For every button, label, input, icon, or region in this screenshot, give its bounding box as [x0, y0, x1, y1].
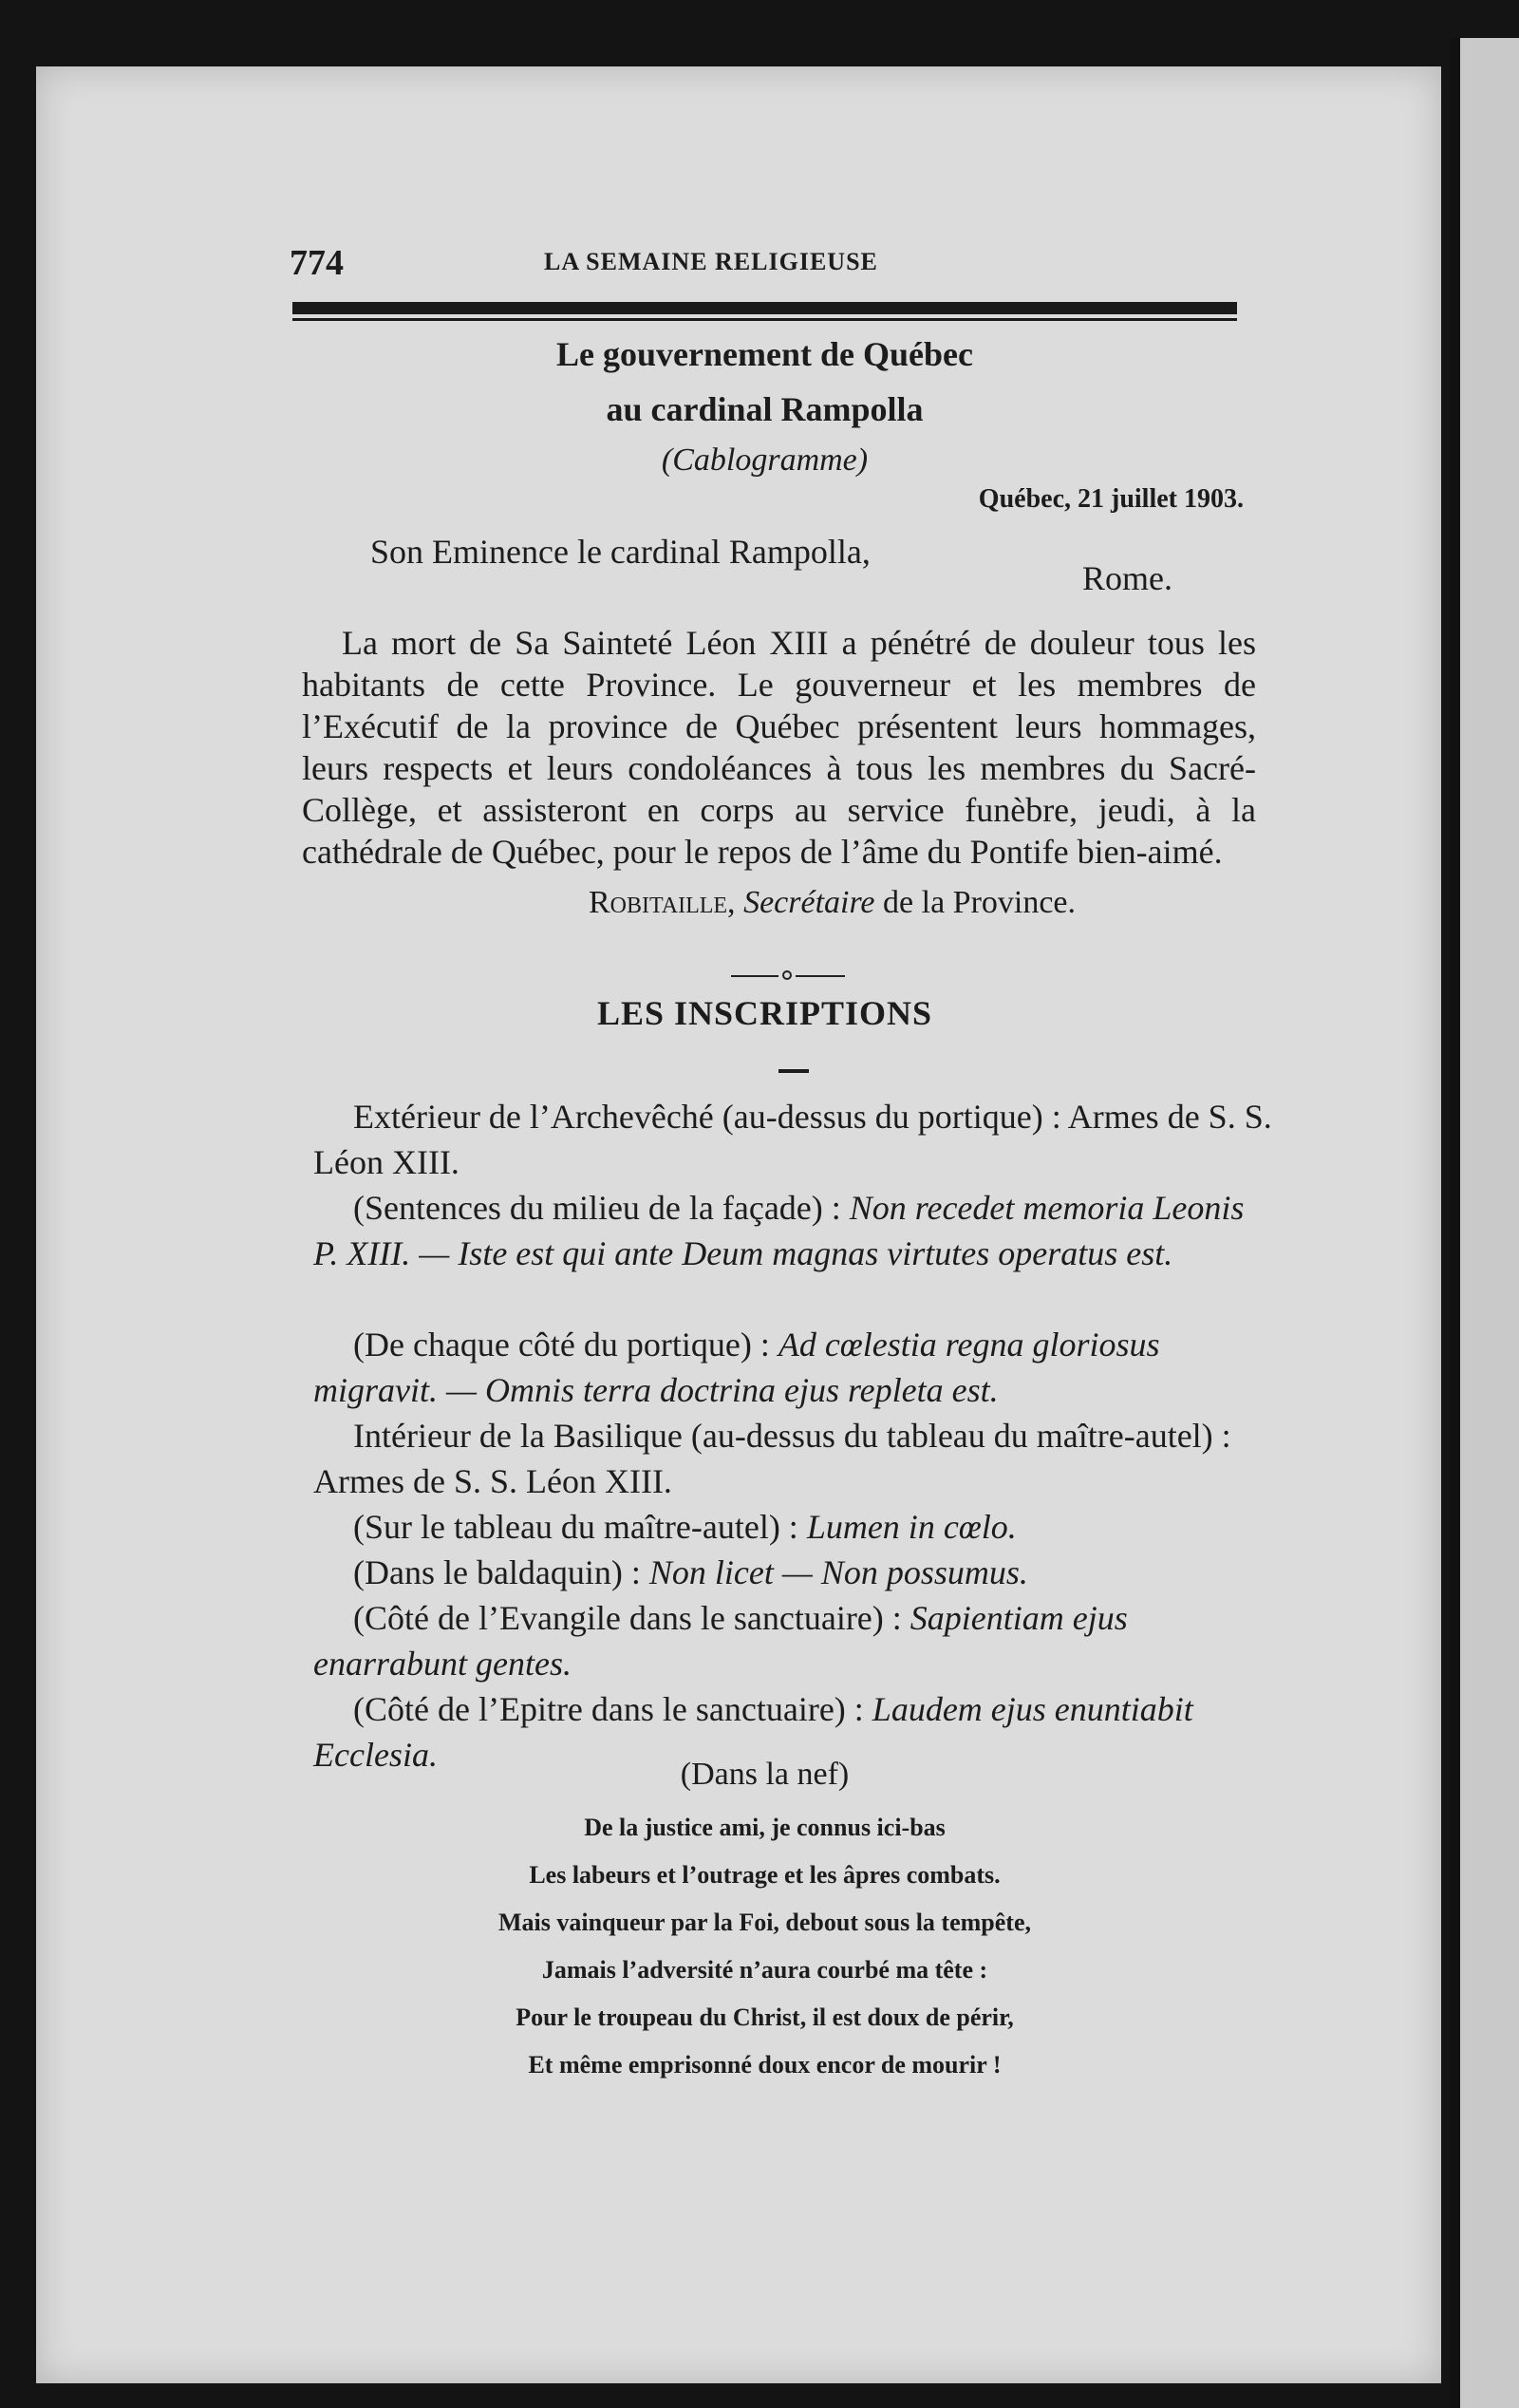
inscription-2-label: (Sentences du milieu de la façade) :: [353, 1189, 841, 1227]
inscription-5: [313, 1504, 1272, 1550]
article-title-line2: au cardinal Rampolla: [606, 390, 924, 428]
page-header: [290, 242, 1239, 290]
inscription-2-text: Non recedet memoria Leonis P. XIII. — Iste est qui ante Deum magnas virtutes operatus est.: [313, 1189, 1245, 1272]
poem-line: Mais vainqueur par la Foi, debout sous la tempête,: [498, 1909, 1031, 1936]
header-rule: [292, 302, 1237, 314]
poem-line: De la justice ami, je connus ici-bas: [584, 1814, 946, 1841]
signature-name: Robitaille,: [589, 885, 736, 920]
poem: [292, 1804, 1237, 2089]
poem-line: Les labeurs et l’outrage et les âpres combats.: [529, 1861, 1001, 1889]
dateline: Québec, 21 juillet 1903.: [978, 484, 1244, 514]
page-number: 774: [290, 243, 344, 283]
inscription-7-text: Sapientiam ejus enarrabunt gentes.: [313, 1599, 1128, 1683]
signature-rest: de la Province.: [883, 885, 1077, 920]
inscription-2: [313, 1185, 1272, 1276]
article-subtitle: (Cablogramme): [661, 442, 869, 478]
inscription-1-label: Extérieur de l’Archevêché (au-dessus du portique) : Armes de S. S. Léon XIII.: [313, 1098, 1272, 1181]
inscription-6: [313, 1550, 1272, 1595]
addressee: Son Eminence le cardinal Rampolla,: [370, 533, 871, 571]
title-dash: [778, 1069, 809, 1073]
inscription-5-text: Lumen in cœlo.: [806, 1508, 1017, 1546]
page-gutter: [1451, 38, 1460, 2408]
article-title-line1: Le gouvernement de Québec: [556, 335, 973, 373]
inscription-3-label: (De chaque côté du portique) :: [353, 1326, 770, 1364]
running-title: LA SEMAINE RELIGIEUSE: [544, 248, 878, 275]
poem-line: Pour le troupeau du Christ, il est doux de périr,: [516, 2004, 1014, 2031]
inscription-6-text: Non licet — Non possumus.: [648, 1553, 1028, 1591]
inscription-4: [313, 1413, 1272, 1504]
signature: [589, 885, 1076, 921]
poem-line: Jamais l’adversité n’aura courbé ma tête :: [541, 1956, 988, 1984]
inscription-8-label: (Côté de l’Epitre dans le sanctuaire) :: [353, 1690, 864, 1728]
separator-ornament: [731, 970, 845, 980]
header-rule-thin: [292, 318, 1237, 321]
inscription-7-label: (Côté de l’Evangile dans le sanctuaire) :: [353, 1599, 902, 1637]
nave-heading: (Dans la nef): [680, 1757, 850, 1792]
inscription-8-text: Laudem ejus enuntiabit Ecclesia.: [313, 1690, 1193, 1774]
poem-line: Et même emprisonné doux encor de mourir !: [528, 2051, 1002, 2079]
inscription-4-label: Intérieur de la Basilique (au-dessus du tableau du maître-autel) : Armes de S. S. Léon XIII.: [313, 1417, 1231, 1500]
adjacent-page-edge: [1451, 38, 1519, 2408]
signature-role: Secrétaire: [743, 885, 875, 920]
inscription-3: [313, 1322, 1272, 1413]
article-body: La mort de Sa Sainteté Léon XIII a pénétré de douleur tous les habitants de cette Province. Le gouverneur et les membres de l’Exécutif de la province de Québec présentent leurs hommages, leurs respects et leurs condoléances à tous les membres du Sacré-Collège, et assisteront en corps au service funèbre, jeudi, à la cathédrale de Québec, pour le repos de l’âme du Pontife bien-aimé.: [302, 624, 1256, 871]
inscription-7: [313, 1595, 1272, 1686]
inscription-6-label: (Dans le baldaquin) :: [353, 1553, 641, 1591]
inscription-1: [313, 1094, 1272, 1185]
inscription-5-label: (Sur le tableau du maître-autel) :: [353, 1508, 798, 1546]
section-title: LES INSCRIPTIONS: [596, 994, 933, 1032]
place: Rome.: [1082, 559, 1172, 597]
inscription-3-text: Ad cœlestia regna gloriosus migravit. — Omnis terra doctrina ejus repleta est.: [313, 1326, 1160, 1409]
